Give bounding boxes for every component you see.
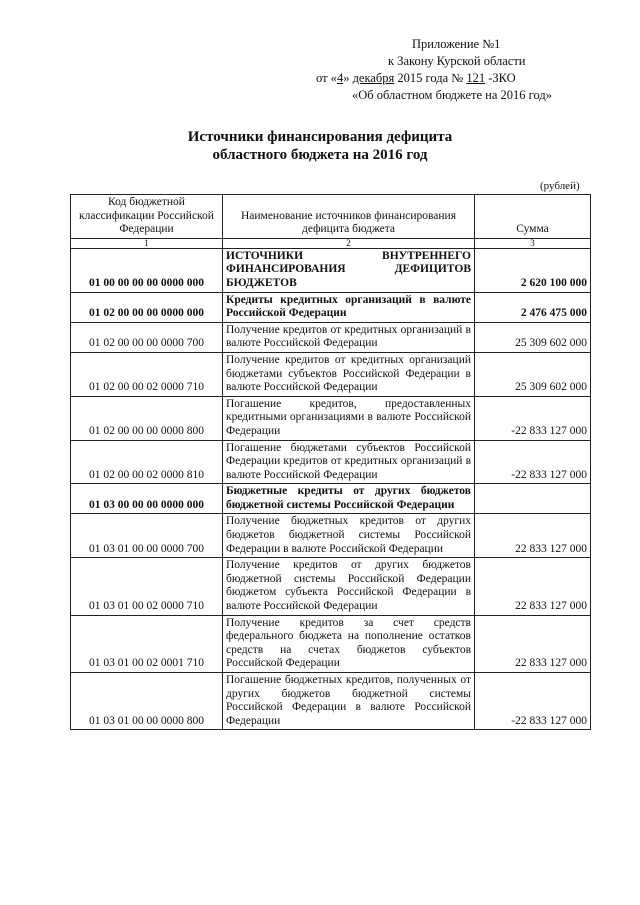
law-date-line <box>300 70 600 87</box>
table-row <box>71 558 591 615</box>
column-header-code: Код бюджетной классификации Российской Федерации <box>71 195 223 239</box>
table-row <box>71 292 591 322</box>
row-name: Получение кредитов от кредитных организаций в валюте Российской Федерации <box>223 322 475 352</box>
date-day: 4 <box>336 71 344 85</box>
title-line-1: Источники финансирования дефицита <box>187 129 453 145</box>
column-number: 3 <box>475 238 591 248</box>
row-code: 01 02 00 00 02 0000 710 <box>71 352 223 396</box>
row-code: 01 02 00 00 02 0000 810 <box>71 440 223 484</box>
row-name: Кредиты кредитных организаций в валюте Российской Федерации <box>223 292 475 322</box>
row-amount: 2 620 100 000 <box>475 248 591 292</box>
table-row <box>71 514 591 558</box>
row-name: Получение кредитов за счет средств федерального бюджета на пополнение остатков средств на счетах бюджетов субъектов Российской Федерации <box>223 615 475 672</box>
table-row <box>71 396 591 440</box>
law-name: «Об областном бюджете на 2016 год» <box>352 88 552 102</box>
row-code: 01 03 01 00 02 0001 710 <box>71 615 223 672</box>
date-year: 2015 года № <box>394 71 467 85</box>
row-code: 01 02 00 00 00 0000 000 <box>71 292 223 322</box>
row-name: Погашение кредитов, предоставленных кредитными организациями в валюте Российской Федерации <box>223 396 475 440</box>
column-header-name: Наименование источников финансирования дефицита бюджета <box>223 195 475 239</box>
row-name: Бюджетные кредиты от других бюджетов бюджетной системы Российской Федерации <box>223 484 475 514</box>
table-row <box>71 484 591 514</box>
title-line-2: областного бюджета на 2016 год <box>212 147 428 163</box>
document-header <box>300 36 600 104</box>
column-number: 2 <box>223 238 475 248</box>
row-name: Погашение бюджетных кредитов, полученных от других бюджетов бюджетной системы Российской Федерации в валюте Российской Федерации <box>223 673 475 730</box>
table-header-row <box>71 195 591 239</box>
page-title <box>0 128 640 164</box>
column-header-amount: Сумма <box>475 195 591 239</box>
row-amount: -22 833 127 000 <box>475 673 591 730</box>
row-name: Погашение бюджетами субъектов Российской Федерации кредитов от кредитных организаций в валюте Российской Федерации <box>223 440 475 484</box>
row-code: 01 02 00 00 00 0000 800 <box>71 396 223 440</box>
row-code: 01 00 00 00 00 0000 000 <box>71 248 223 292</box>
law-number: 121 <box>466 71 486 85</box>
law-suffix: -ЗКО <box>485 71 516 85</box>
budget-table <box>70 194 591 730</box>
row-amount: -22 833 127 000 <box>475 440 591 484</box>
row-amount <box>475 484 591 514</box>
row-code: 01 03 01 00 00 0000 700 <box>71 514 223 558</box>
unit-label: (рублей) <box>540 180 580 192</box>
column-number-row <box>71 238 591 248</box>
row-amount: 25 309 602 000 <box>475 322 591 352</box>
table-row <box>71 322 591 352</box>
row-amount: 25 309 602 000 <box>475 352 591 396</box>
row-name: ИСТОЧНИКИ ВНУТРЕННЕГО ФИНАНСИРОВАНИЯ ДЕФИЦИТОВ БЮДЖЕТОВ <box>223 248 475 292</box>
row-code: 01 03 01 00 00 0000 800 <box>71 673 223 730</box>
date-prefix: от « <box>316 71 337 85</box>
row-name: Получение бюджетных кредитов от других бюджетов бюджетной системы Российской Федерации в валюте Российской Федерации <box>223 514 475 558</box>
row-amount: 22 833 127 000 <box>475 514 591 558</box>
row-amount: 22 833 127 000 <box>475 558 591 615</box>
table-row <box>71 440 591 484</box>
row-code: 01 02 00 00 00 0000 700 <box>71 322 223 352</box>
row-code: 01 03 00 00 00 0000 000 <box>71 484 223 514</box>
row-code: 01 03 01 00 02 0000 710 <box>71 558 223 615</box>
to-law-label: к Закону Курской области <box>388 54 526 68</box>
date-month: декабря <box>352 71 395 85</box>
table-body <box>71 248 591 730</box>
row-name: Получение кредитов от других бюджетов бюджетной системы Российской Федерации бюджетом субъекта Российской Федерации в валюте Российской Федерации <box>223 558 475 615</box>
table-row <box>71 615 591 672</box>
row-name: Получение кредитов от кредитных организаций бюджетами субъектов Российской Федерации в валюте Российской Федерации <box>223 352 475 396</box>
date-mid: » <box>343 71 353 85</box>
appendix-label: Приложение №1 <box>412 37 501 51</box>
row-amount: -22 833 127 000 <box>475 396 591 440</box>
column-number: 1 <box>71 238 223 248</box>
table-row <box>71 248 591 292</box>
row-amount: 2 476 475 000 <box>475 292 591 322</box>
table-row <box>71 673 591 730</box>
table-row <box>71 352 591 396</box>
row-amount: 22 833 127 000 <box>475 615 591 672</box>
